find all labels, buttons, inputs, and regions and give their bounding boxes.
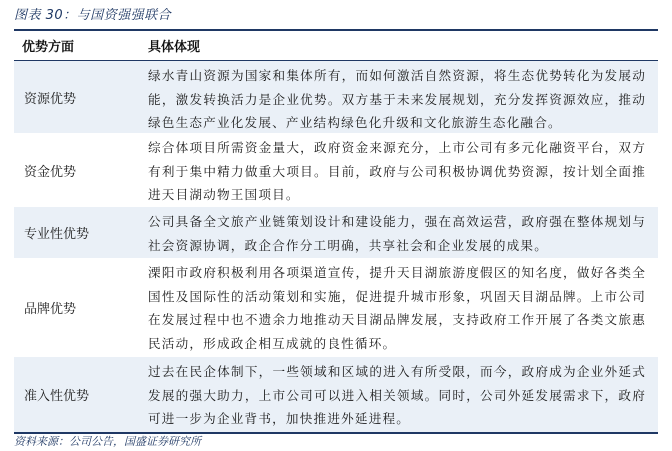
header-aspect: 优势方面 [22,40,75,55]
row-aspect: 专业性优势 [24,227,90,242]
row-detail: 公司具备全文旅产业链策划设计和建设能力，强在高效运营，政府强在整体规划与社会资源协调，政企合作分工明确，共享社会和企业发展的成果。 [148,214,646,253]
row-detail: 溧阳市政府积极利用各项渠道宣传，提升天目湖旅游度假区的知名度，做好各类全国性及国际性的活动策划和实施，促进提升城市形象，巩固天目湖品牌。上市公司在发展过程中也不遗余力地推动天目湖品牌发展，支持政府工作开展了各类文旅惠民活动，形成政企相互成就的良性循环。 [148,265,646,351]
row-aspect: 品牌优势 [24,302,77,317]
source-note: 资料来源：公司公告，国盛证券研究所 [14,435,201,448]
row-detail: 过去在民企体制下，一些领域和区域的进入有所受限，而今，政府成为企业外延式发展的强大助力，上市公司可以进入相关领域。同时，公司外延发展需求下，政府可进一步为企业背书，加快推进外延进程。 [148,364,646,426]
table-body [14,61,658,432]
row-detail: 综合体项目所需资金量大，政府资金来源充分，上市公司有多元化融资平台，双方有利于集中精力做重大项目。目前，政府与公司积极协调优势资源，按计划全面推进天目湖动物王国项目。 [148,140,646,202]
table-row [14,357,658,432]
row-detail: 绿水青山资源为国家和集体所有，而如何激活自然资源，将生态优势转化为发展动能，激发转换活力是企业优势。双方基于未来发展规划，充分发挥资源效应，推动绿色生态产业化发展、产业结构绿色化升级和文化旅游生态化融合。 [148,68,646,130]
header-detail: 具体体现 [148,40,201,55]
table-row [14,133,658,207]
table-row [14,258,658,357]
table-row [14,207,658,258]
figure-title: 图表 30：与国资强强联合 [14,8,172,23]
table-header [14,31,658,60]
row-aspect: 准入性优势 [24,389,90,404]
row-aspect: 资金优势 [24,164,77,180]
row-aspect: 资源优势 [24,91,77,107]
table-row [14,61,658,133]
